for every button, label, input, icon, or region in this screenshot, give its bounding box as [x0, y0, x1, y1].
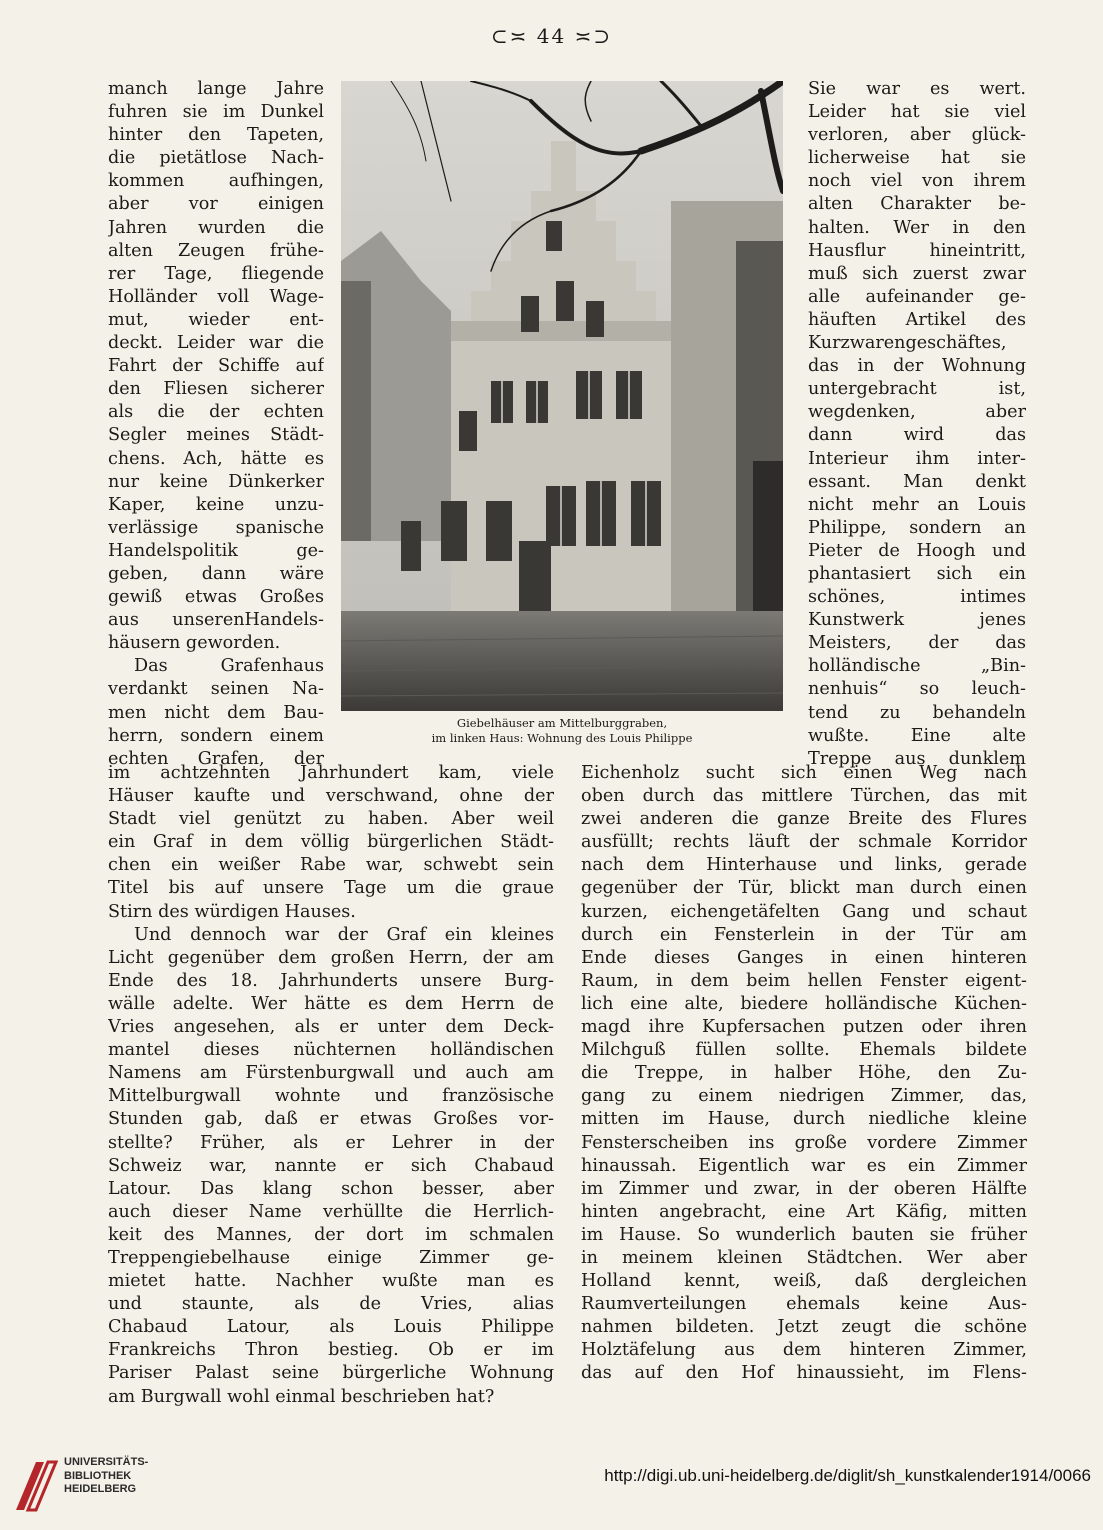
text-line: wälle adelte. Wer hätte es dem Herrn de [108, 993, 554, 1014]
text-line: holländische „Bin- [808, 656, 1026, 677]
text-line: gewiß etwas Großes [108, 587, 324, 608]
text-line: Raumverteilungen ehemals keine Aus- [581, 1294, 1027, 1315]
text-line: stellte? Früher, als er Lehrer in der [108, 1132, 554, 1153]
text-line: Mittelburgwall wohnte und französische [108, 1086, 554, 1107]
text-line: das auf den Hof hinaussieht, im Flens- [581, 1363, 1027, 1384]
text-line: Meisters, der das [808, 633, 1026, 654]
page-number: 44 [536, 24, 567, 48]
text-line: kommen aufhingen, [108, 171, 324, 192]
text-line: auch dieser Name verhüllte die Herrlich- [108, 1201, 554, 1222]
text-line: und staunte, als de Vries, alias [108, 1294, 554, 1315]
text-line: men nicht dem Bau- [108, 702, 324, 723]
text-line: aber vor einigen [108, 194, 324, 215]
text-line: gang zu einem niedrigen Zimmer, das, [581, 1086, 1027, 1107]
text-line: mitten im Hause, durch niedliche kleine [581, 1109, 1027, 1130]
figure-caption [341, 716, 783, 746]
text-line: nicht mehr an Louis [808, 494, 1026, 515]
text-line: wußte. Eine alte [808, 725, 1026, 746]
text-line: ein Graf in dem völlig bürgerlichen Städt- [108, 832, 554, 853]
text-line: Handelspolitik ge- [108, 540, 324, 561]
text-line: hinaussah. Eigentlich war es ein Zimmer [581, 1155, 1027, 1176]
left-ornament: ⊂≍ [490, 24, 529, 48]
text-line: Namens am Fürstenburgwall und auch am [108, 1063, 554, 1084]
text-line: Schweiz war, nannte er sich Chabaud [108, 1155, 554, 1176]
text-line: im achtzehnten Jahrhundert kam, viele [108, 763, 554, 783]
text-line: Segler meines Städt- [108, 425, 324, 446]
right-column-top [808, 78, 1026, 771]
caption-line-2: im linken Haus: Wohnung des Louis Philippe [431, 731, 693, 745]
text-line: die Treppe, in halber Höhe, den Zu- [581, 1063, 1027, 1084]
text-line: Titel bis auf unsere Tage um die graue [108, 878, 554, 899]
text-line: nur keine Dünkerker [108, 471, 324, 492]
text-line: Jahren wurden die [108, 217, 324, 238]
text-line: in meinem kleinen Städtchen. Wer aber [581, 1247, 1027, 1268]
text-line: Licht gegenüber dem großen Herrn, der am [108, 947, 554, 968]
text-line: häuften Artikel des [808, 309, 1026, 330]
text-line: chen ein weißer Rabe war, schwebt sein [108, 855, 554, 876]
text-line: kurzen, eichengetäfelten Gang und schaut [581, 901, 1027, 922]
text-line: Stadt viel genützt zu haben. Aber weil [108, 809, 554, 830]
text-line: Milchguß füllen sollte. Ehemals bildete [581, 1040, 1027, 1061]
text-line: verlässige spanische [108, 517, 324, 538]
text-line: als die der echten [108, 402, 324, 423]
left-column-bottom [108, 762, 554, 1409]
source-url[interactable]: http://digi.ub.uni-heidelberg.de/diglit/sh_kunstkalender1914/0066 [604, 1466, 1091, 1485]
text-line: Das Grafenhaus [134, 656, 324, 677]
text-line: lich eine alte, biedere holländische Küchen- [581, 993, 1027, 1014]
text-line: Treppengiebelhause einige Zimmer ge- [108, 1247, 554, 1268]
building-photograph [341, 81, 783, 711]
text-line: Stirn des würdigen Hauses. [108, 901, 356, 922]
text-line: Kaper, keine unzu- [108, 494, 324, 515]
text-line: mantel dieses nüchternen holländischen [108, 1040, 554, 1061]
text-line: Und dennoch war der Graf ein kleines [134, 924, 554, 945]
text-line: Holztäfelung aus dem hinteren Zimmer, [581, 1340, 1027, 1361]
text-line: Philippe, sondern an [808, 517, 1026, 538]
text-line: muß sich zuerst zwar [808, 263, 1026, 284]
logo-line-1: UNIVERSITÄTS- [64, 1456, 149, 1468]
text-line: häusern geworden. [108, 633, 281, 654]
library-logo[interactable] [14, 1456, 204, 1512]
text-line: verloren, aber glück- [808, 125, 1026, 146]
text-line: Kunstwerk jenes [808, 610, 1026, 631]
text-line: das in der Wohnung [808, 356, 1026, 377]
text-line: nahmen bildeten. Jetzt zeugt die schöne [581, 1317, 1027, 1338]
text-line: Pariser Palast seine bürgerliche Wohnung [108, 1363, 554, 1384]
text-line: Ende des 18. Jahrhunderts unsere Burg- [108, 970, 554, 991]
caption-line-1: Giebelhäuser am Mittelburggraben, [456, 716, 668, 730]
text-line: Ende dieses Ganges in einen hinteren [581, 947, 1027, 968]
text-line: manch lange Jahre [108, 79, 324, 99]
text-line: gegenüber der Tür, blickt man durch einen [581, 878, 1027, 899]
text-line: Häuser kaufte und verschwand, ohne der [108, 786, 554, 807]
logo-line-2: BIBLIOTHEK [64, 1469, 132, 1482]
text-line: Treppe aus dunklem [808, 748, 1026, 769]
text-line: ausfüllt; rechts läuft der schmale Korridor [581, 832, 1027, 853]
text-line: hinten angebracht, eine Art Käfig, mitten [581, 1201, 1027, 1222]
text-line: Interieur ihm inter- [808, 448, 1026, 469]
text-line: Hausflur hineintritt, [808, 240, 1026, 261]
text-line: echten Grafen, der [108, 748, 324, 769]
text-line: keit des Mannes, der dort im schmalen [108, 1224, 554, 1245]
text-line: aus unserenHandels- [108, 610, 324, 631]
right-ornament: ≍⊃ [574, 24, 613, 48]
text-line: deckt. Leider war die [108, 333, 324, 354]
text-line: Leider hat sie viel [808, 102, 1026, 123]
text-line: Latour. Das klang schon besser, aber [108, 1178, 554, 1199]
text-line: Fahrt der Schiffe auf [108, 356, 324, 377]
text-line: im Zimmer und zwar, in der oberen Hälfte [581, 1178, 1027, 1199]
text-line: halten. Wer in den [808, 217, 1026, 238]
text-line: phantasiert sich ein [808, 563, 1026, 584]
text-line: herrn, sondern einem [108, 725, 324, 746]
text-line: im Hause. So wunderlich bauten sie früher [581, 1224, 1027, 1245]
library-logo-icon [14, 1456, 58, 1512]
text-line: Holländer voll Wage- [108, 286, 324, 307]
text-line: die pietätlose Nach- [108, 148, 324, 169]
text-line: Stunden gab, daß er etwas Großes vor- [108, 1109, 554, 1130]
text-line: Eichenholz sucht sich einen Weg nach [581, 763, 1027, 783]
text-line: licherweise hat sie [808, 148, 1026, 169]
text-line: nach dem Hinterhause und links, gerade [581, 855, 1027, 876]
text-line: essant. Man denkt [808, 471, 1026, 492]
text-line: Vries angesehen, als er unter dem Deck- [108, 1017, 554, 1038]
text-line: alten Charakter be- [808, 194, 1026, 215]
text-line: den Fliesen sicherer [108, 379, 324, 400]
text-line: alle aufeinander ge- [808, 286, 1026, 307]
text-line: Fensterscheiben ins große vordere Zimmer [581, 1132, 1027, 1153]
text-line: tend zu behandeln [808, 702, 1026, 723]
text-line: fuhren sie im Dunkel [108, 102, 324, 123]
right-column-bottom [581, 762, 1027, 1386]
text-line: Pieter de Hoogh und [808, 540, 1026, 561]
text-line: oben durch das mittlere Türchen, das mit [581, 786, 1027, 807]
text-line: Frankreichs Thron bestieg. Ob er im [108, 1340, 554, 1361]
text-line: Sie war es wert. [808, 79, 1026, 99]
text-line: mut, wieder ent- [108, 309, 324, 330]
text-line: am Burgwall wohl einmal beschrieben hat? [108, 1386, 495, 1407]
text-line: untergebracht ist, [808, 379, 1026, 400]
text-line: alten Zeugen frühe- [108, 240, 324, 261]
text-line: wegdenken, aber [808, 402, 1026, 423]
page-header [0, 24, 1103, 48]
left-column-top [108, 78, 324, 771]
text-line: geben, dann wäre [108, 563, 324, 584]
text-line: magd ihre Kupfersachen putzen oder ihren [581, 1017, 1027, 1038]
text-line: hinter den Tapeten, [108, 125, 324, 146]
text-line: verdankt seinen Na- [108, 679, 324, 700]
text-line: noch viel von ihrem [808, 171, 1026, 192]
text-line: Holland kennt, weiß, daß dergleichen [581, 1271, 1027, 1292]
text-line: nenhuis“ so leuch- [808, 679, 1026, 700]
text-line: Kurzwarengeschäftes, [808, 333, 1007, 354]
text-line: zwei anderen die ganze Breite des Flures [581, 809, 1027, 830]
text-line: chens. Ach, hätte es [108, 448, 324, 469]
logo-text [64, 1456, 184, 1497]
text-line: Chabaud Latour, als Louis Philippe [108, 1317, 554, 1338]
text-line: durch ein Fensterlein in der Tür am [581, 924, 1027, 945]
text-line: schönes, intimes [808, 587, 1026, 608]
text-line: dann wird das [808, 425, 1026, 446]
text-line: mietet hatte. Nachher wußte man es [108, 1271, 554, 1292]
logo-line-3: HEIDELBERG [64, 1483, 137, 1495]
text-line: Raum, in dem beim hellen Fenster eigent- [581, 970, 1027, 991]
text-line: rer Tage, fliegende [108, 263, 324, 284]
